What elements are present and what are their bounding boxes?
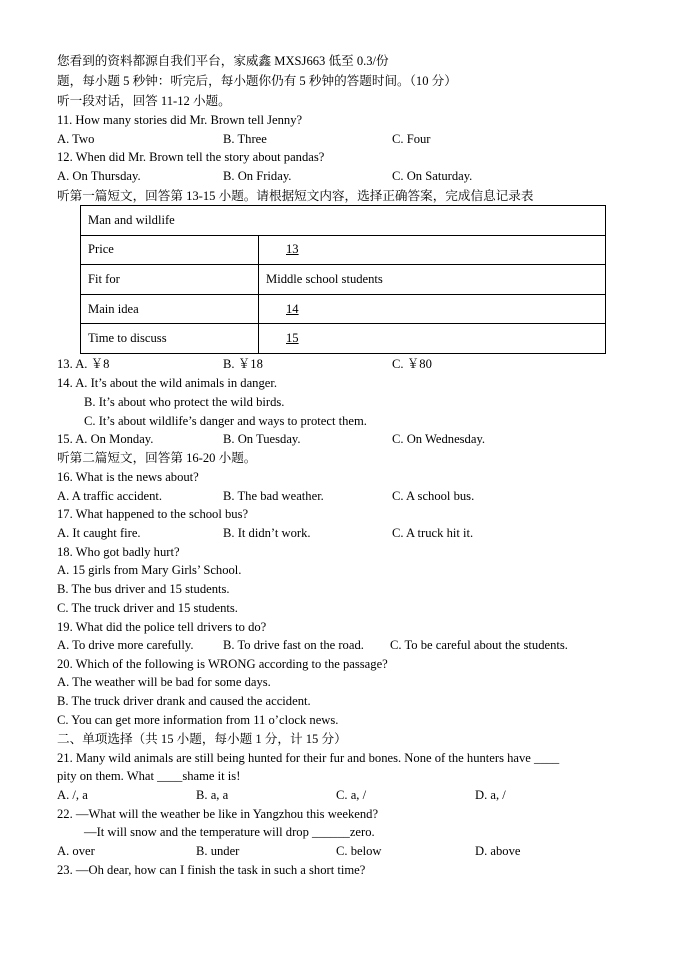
section-passage1-heading: 听第一篇短文，回答第 13-15 小题。请根据短文内容，选择正确答案，完成信息记录表 [57,189,534,203]
q12-stem: 12. When did Mr. Brown tell the story about pandas? [57,150,325,164]
q19-stem: 19. What did the police tell drivers to do? [57,620,267,634]
q21-option-d: D. a, / [475,788,506,802]
q12-option-c: C. On Saturday. [392,169,473,183]
q11-stem: 11. How many stories did Mr. Brown tell Jenny? [57,113,303,127]
q13-option-a: 13. A. ￥8 [57,357,110,371]
q21-stem-line-1: 21. Many wild animals are still being hunted for their fur and bones. None of the hunters have ____ [57,751,560,765]
q22-stem-line-1: 22. —What will the weather be like in Yangzhou this weekend? [57,807,379,821]
q18-option-c: C. The truck driver and 15 students. [57,601,238,615]
q11-option-c: C. Four [392,132,431,146]
table-key-main-idea: Main idea [81,294,259,324]
q17-option-b: B. It didn’t work. [223,526,311,540]
q21-stem-line-2: pity on them. What ____shame it is! [57,769,241,783]
q15-option-a: 15. A. On Monday. [57,432,154,446]
table-row [81,235,606,265]
q22-stem-line-2: —It will snow and the temperature will drop ______zero. [84,825,375,839]
blank-14: 14 [286,301,299,316]
q14-option-a: 14. A. It’s about the wild animals in danger. [57,376,278,390]
q19-option-a: A. To drive more carefully. [57,638,194,652]
q18-option-a: A. 15 girls from Mary Girls’ School. [57,563,242,577]
q11-option-b: B. Three [223,132,267,146]
q16-option-c: C. A school bus. [392,489,475,503]
table-value-main-idea [259,294,606,324]
q22-option-a: A. over [57,844,95,858]
q11-option-a: A. Two [57,132,95,146]
q21-option-c: C. a, / [336,788,367,802]
q15-option-b: B. On Tuesday. [223,432,301,446]
q17-option-c: C. A truck hit it. [392,526,474,540]
table-key-price: Price [81,235,259,265]
q20-option-c: C. You can get more information from 11 o’clock news. [57,713,339,727]
q22-option-b: B. under [196,844,240,858]
table-value-price [259,235,606,265]
table-value-time [259,324,606,354]
q22-option-d: D. above [475,844,521,858]
blank-13: 13 [286,242,299,257]
q20-option-a: A. The weather will be bad for some days. [57,675,271,689]
header-line-1: 您看到的资料都源自我们平台，家威鑫 MXSJ663 低至 0.3/份 [57,54,389,68]
q16-option-b: B. The bad weather. [223,489,324,503]
q14-option-b: B. It’s about who protect the wild birds. [84,395,285,409]
header-line-2: 题，每小题 5 秒钟：听完后，每小题你仍有 5 秒钟的答题时间。（10 分） [57,74,457,88]
blank-15: 15 [286,331,299,346]
q19-option-c: C. To be careful about the students. [390,638,568,652]
table-row [81,294,606,324]
q21-option-b: B. a, a [196,788,229,802]
section-part2-heading: 二、单项选择（共 15 小题，每小题 1 分，计 15 分） [57,732,347,746]
q12-option-a: A. On Thursday. [57,169,141,183]
q13-option-b: B. ￥18 [223,357,263,371]
table-title: Man and wildlife [81,206,606,236]
q16-stem: 16. What is the news about? [57,470,199,484]
section-passage2-heading: 听第二篇短文，回答第 16-20 小题。 [57,451,257,465]
q12-option-b: B. On Friday. [223,169,292,183]
q14-option-c: C. It’s about wildlife’s danger and ways to protect them. [84,414,367,428]
table-row [81,324,606,354]
q23-stem: 23. —Oh dear, how can I finish the task in such a short time? [57,863,366,877]
section-dialog-heading: 听一段对话，回答 11-12 小题。 [57,94,231,108]
q16-option-a: A. A traffic accident. [57,489,163,503]
info-record-table [80,205,606,354]
table-value-fit-for: Middle school students [259,265,606,295]
q22-option-c: C. below [336,844,382,858]
q17-stem: 17. What happened to the school bus? [57,507,249,521]
q19-option-b: B. To drive fast on the road. [223,638,364,652]
q18-option-b: B. The bus driver and 15 students. [57,582,230,596]
q13-option-c: C. ￥80 [392,357,432,371]
q17-option-a: A. It caught fire. [57,526,141,540]
table-key-fit-for: Fit for [81,265,259,295]
q20-stem: 20. Which of the following is WRONG according to the passage? [57,657,388,671]
table-row [81,265,606,295]
q18-stem: 18. Who got badly hurt? [57,545,180,559]
q20-option-b: B. The truck driver drank and caused the accident. [57,694,311,708]
q21-option-a: A. /, a [57,788,88,802]
table-key-time: Time to discuss [81,324,259,354]
q15-option-c: C. On Wednesday. [392,432,486,446]
